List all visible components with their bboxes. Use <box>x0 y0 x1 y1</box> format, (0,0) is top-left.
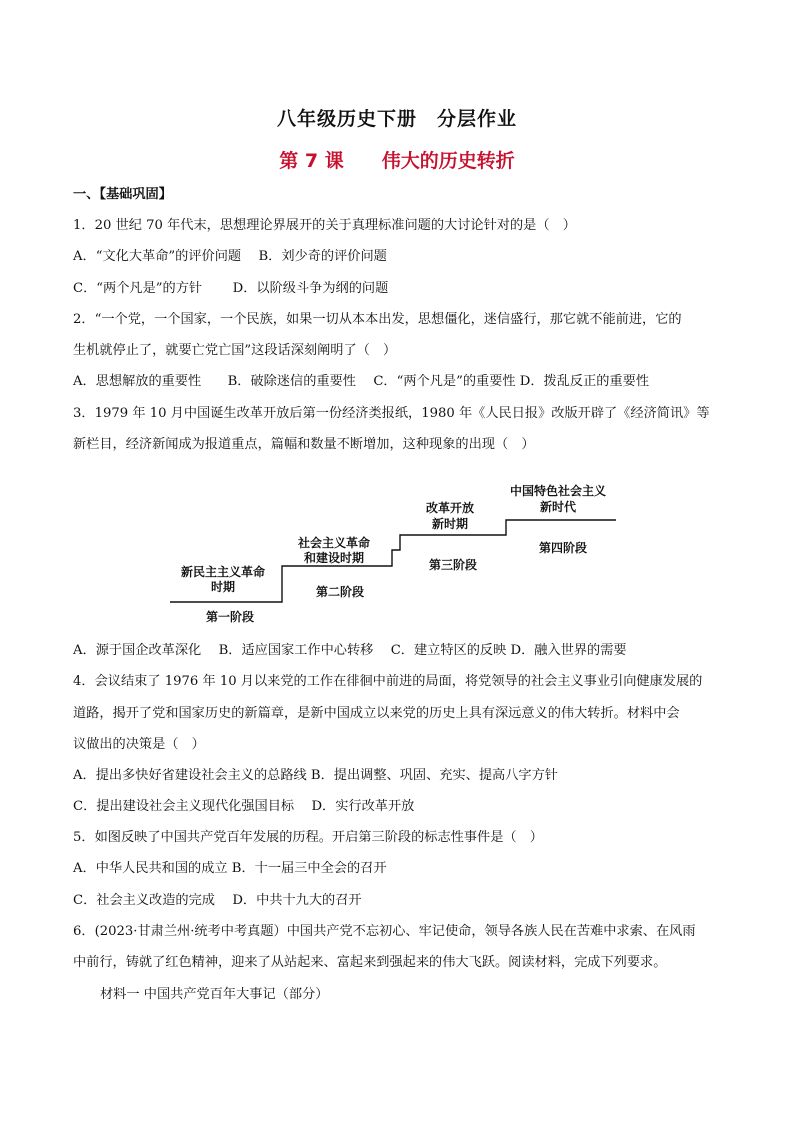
q4-stem-line1: 4．会议结束了 1976 年 10 月以来党的工作在徘徊中前进的局面，将党领导的社会主义事业引向健康发展的 <box>73 674 703 689</box>
q4-options-ab: A．提出多快好省建设社会主义的总路线 B．提出调整、巩固、充实、提高八字方针 <box>73 768 558 783</box>
q5-options-ab: A．中华人民共和国的成立 B．十一届三中全会的召开 <box>73 861 387 876</box>
stage-staircase-line <box>170 520 616 602</box>
lesson-subtitle: 第 7 课 伟大的历史转折 <box>279 150 515 172</box>
stage4-label-line2: 新时代 <box>539 500 577 514</box>
q4-stem-line2: 道路，揭开了党和国家历史的新篇章，是新中国成立以来党的历史上具有深远意义的伟大转折。材料中会 <box>73 706 680 721</box>
stage1-label-line2: 时期 <box>210 580 236 594</box>
q3-stem-line2: 新栏目，经济新闻成为报道重点，篇幅和数量不断增加，这种现象的出现（ ） <box>73 437 535 452</box>
q2-stem-line1: 2．“一个党，一个国家，一个民族，如果一切从本本出发，思想僵化，迷信盛行，那它就不能前进，它的 <box>73 312 682 327</box>
party-history-stage-diagram <box>150 484 630 629</box>
q5-stem: 5．如图反映了中国共产党百年发展的历程。开启第三阶段的标志性事件是（ ） <box>73 830 543 845</box>
q1-stem: 1．20 世纪 70 年代末，思想理论界展开的关于真理标准问题的大讨论针对的是（ ） <box>73 218 576 233</box>
stage2-label-line2: 和建设时期 <box>303 551 365 565</box>
q2-stem-line2: 生机就停止了，就要亡党亡国”这段话深刻阐明了（ ） <box>73 343 397 358</box>
q3-stem-line1: 3．1979 年 10 月中国诞生改革开放后第一份经济类报纸，1980 年《人民日报》改版开辟了《经济简讯》等 <box>73 406 710 421</box>
q4-options-cd: C．提出建设社会主义现代化强国目标 D．实行改革开放 <box>73 799 415 814</box>
q1-options-cd: C．“两个凡是”的方针 D．以阶级斗争为纲的问题 <box>73 281 389 296</box>
stage2-name: 第二阶段 <box>315 585 365 599</box>
stage3-name: 第三阶段 <box>428 558 478 572</box>
stage3-label-line2: 新时期 <box>431 517 469 531</box>
q6-material-label: 材料一 中国共产党百年大事记（部分） <box>100 987 329 1002</box>
q4-stem-line3: 议做出的决策是（ ） <box>73 737 205 752</box>
q3-options: A．源于国企改革深化 B．适应国家工作中心转移 C．建立特区的反映 D．融入世界的需要 <box>73 643 627 658</box>
q2-options: A．思想解放的重要性 B．破除迷信的重要性 C．“两个凡是”的重要性 D．拨乱反正的重要性 <box>73 374 650 389</box>
q5-options-cd: C．社会主义改造的完成 D．中共十九大的召开 <box>73 893 362 908</box>
page-title: 八年级历史下册 分层作业 <box>276 108 517 130</box>
section-heading: 一、【基础巩固】 <box>73 187 172 202</box>
q6-stem-line1: 6．(2023·甘肃兰州·统考中考真题）中国共产党不忘初心、牢记使命，领导各族人民在苦难中求索、在风雨 <box>73 924 696 939</box>
stage1-name: 第一阶段 <box>205 610 255 624</box>
stage1-label-line1: 新民主主义革命 <box>180 565 266 579</box>
stage4-label-line1: 中国特色社会主义 <box>509 484 607 498</box>
stage3-label-line1: 改革开放 <box>425 501 475 515</box>
q6-stem-line2: 中前行，铸就了红色精神，迎来了从站起来、富起来到强起来的伟大飞跃。阅读材料，完成下列要求。 <box>73 955 667 970</box>
q1-options-ab: A．“文化大革命”的评价问题 B．刘少奇的评价问题 <box>73 249 387 264</box>
stage4-name: 第四阶段 <box>538 541 588 555</box>
stage2-label-line1: 社会主义革命 <box>297 536 371 550</box>
